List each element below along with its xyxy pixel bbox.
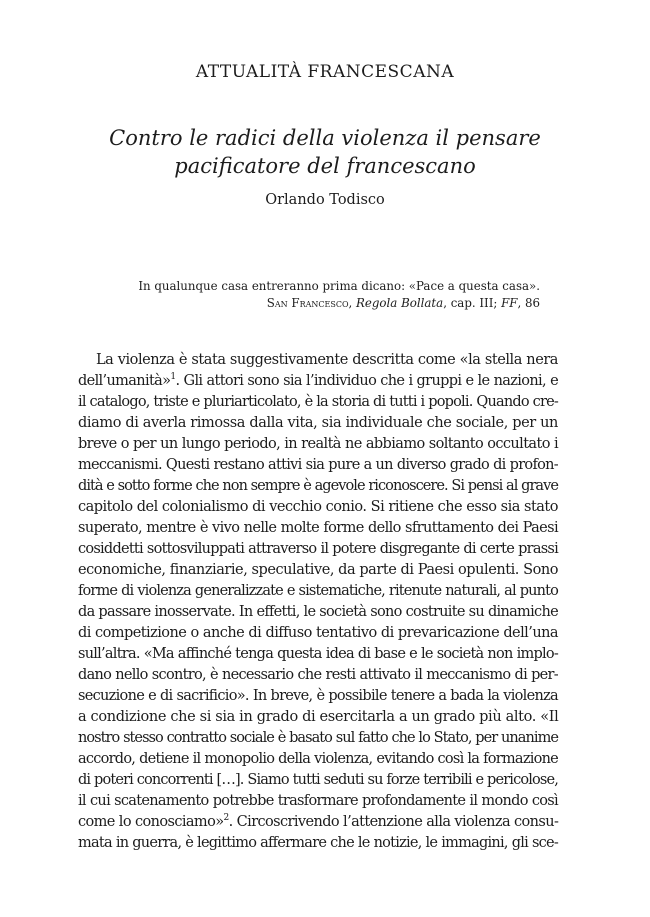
section-title: ATTUALITÀ FRANCESCANA <box>195 62 455 82</box>
epigraph-source-ff: FF <box>501 296 518 310</box>
body-line: accordo, detiene il monopolio della violenza, evitando così la formazione <box>78 751 558 767</box>
body-line: La violenza è stata suggestivamente descritta come «la stella nera <box>96 352 558 368</box>
body-line: di poteri concorrenti […]. Siamo tutti seduti su forze terribili e pericolose, <box>78 772 558 788</box>
body-line: il cui scatenamento potrebbe trasformare profondamente il mondo così <box>78 793 558 809</box>
body-line: nostro stesso contratto sociale è basato sul fatto che lo Stato, per unanime <box>78 730 558 746</box>
body-line: diamo di averla rimossa dalla vita, sia individuale che sociale, per un <box>78 415 558 431</box>
body-line-part: Circoscrivendo l’attenzione alla violenza consu- <box>236 814 559 830</box>
body-line: dell’umanità»$^1$. Gli attori sono sia l’individuo che i gruppi e le nazioni, e <box>78 372 559 389</box>
body-line-part: dell’umanità» <box>78 373 171 389</box>
body-line: come lo conosciamo»$^2$. Circoscrivendo l’attenzione alla violenza consu- <box>78 813 559 830</box>
body-line: capitolo del colonialismo di vecchio conio. Si ritiene che esso sia stato <box>78 499 558 515</box>
footnote-ref-2[interactable]: 2 <box>223 813 229 824</box>
body-line: secuzione e di sacrificio». In breve, è possibile tenere a bada la violenza <box>78 688 558 704</box>
author-name: Orlando Todisco <box>265 192 385 208</box>
body-line: di competizione o anche di diffuso tentativo di prevaricazione dell’una <box>78 625 558 641</box>
epigraph-source-separator: , <box>348 296 356 310</box>
article-title <box>60 124 590 180</box>
body-line: economiche, finanziarie, speculative, da parte di Paesi opulenti. Sono <box>78 562 559 578</box>
body-text <box>78 350 558 854</box>
body-line: meccanismi. Questi restano attivi sia pure a un diverso grado di profon- <box>78 457 558 473</box>
epigraph <box>100 278 540 312</box>
body-line: superato, mentre è vivo nelle molte forme dello sfruttamento dei Paesi <box>78 520 558 536</box>
body-line: forme di violenza generalizzate e sistematiche, ritenute naturali, al punto <box>78 583 558 599</box>
body-line: il catalogo, triste e pluriarticolato, è la storia di tutti i popoli. Quando cre- <box>78 394 558 410</box>
body-line: da passare inosservate. In effetti, le società sono costruite su dinamiche <box>78 604 558 620</box>
body-line: dità e sotto forme che non sempre è agevole riconoscere. Si pensi al grave <box>78 478 558 494</box>
body-line: cosiddetti sottosviluppati attraverso il potere disgregante di certe prassi <box>78 541 558 557</box>
epigraph-source-page: , 86 <box>517 296 540 310</box>
epigraph-source-work: Regola Bollata <box>356 296 444 310</box>
body-line: sull’altra. «Ma affinché tenga questa idea di base e le società non implo- <box>78 646 558 662</box>
body-line: mata in guerra, è legittimo affermare che le notizie, le immagini, gli sce- <box>78 835 558 851</box>
article-title-line-1: Contro le radici della violenza il pensare <box>109 126 541 150</box>
epigraph-source <box>100 295 540 312</box>
article-title-line-2: pacificatore del francescano <box>174 154 476 178</box>
body-line: a condizione che si sia in grado di esercitarla a un grado più alto. «Il <box>78 709 559 725</box>
body-line-part: Gli attori sono sia l’individuo che i gruppi e le nazioni, e <box>183 373 559 389</box>
epigraph-source-rest: , cap. III; <box>443 296 502 310</box>
epigraph-quote: In qualunque casa entreranno prima dicano: «Pace a questa casa». <box>138 279 540 293</box>
body-line-part: come lo conosciamo» <box>78 814 224 830</box>
footnote-ref-1[interactable]: 1 <box>170 372 176 383</box>
epigraph-source-author: San Francesco <box>266 296 349 310</box>
body-line: dano nello scontro, è necessario che resti attivato il meccanismo di per- <box>78 667 558 683</box>
body-line: breve o per un lungo periodo, in realtà ne abbiamo soltanto occultato i <box>78 436 558 452</box>
